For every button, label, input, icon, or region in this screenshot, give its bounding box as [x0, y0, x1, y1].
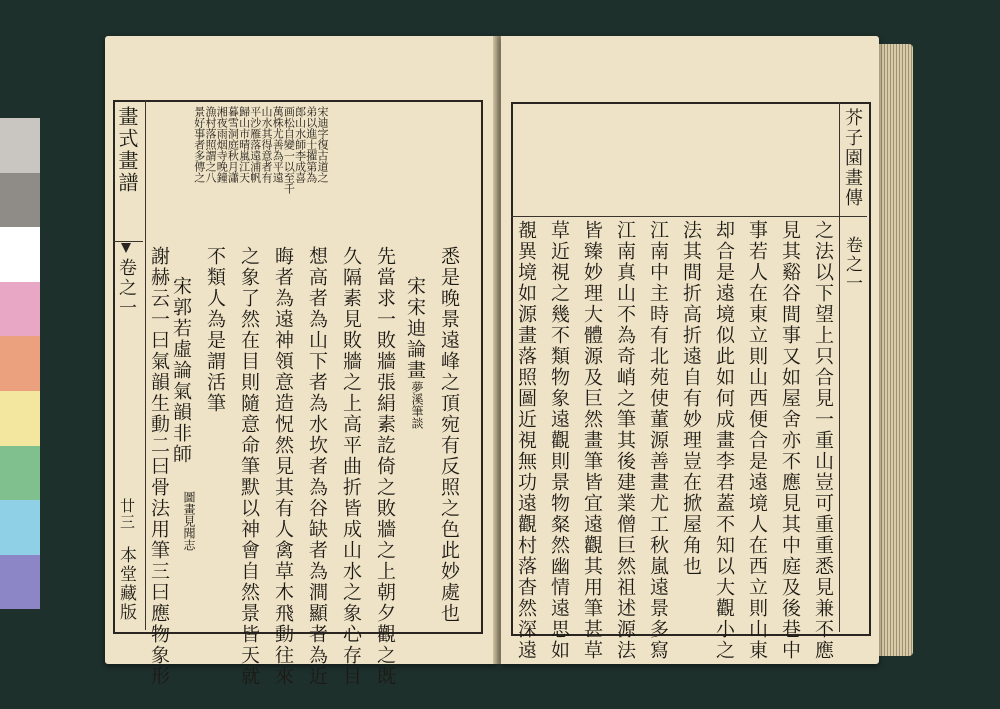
note-column: 弟以進士擢第為 [304, 106, 318, 183]
text-column: 見其谿谷間事又如屋舍亦不應見其中庭及後巷中 [779, 220, 801, 661]
text-column: 法其間折高折遠自有妙理豈在掀屋角也 [680, 220, 702, 577]
text-column: 不類人為是謂活筆 [204, 246, 226, 414]
text-column: 皆臻妙理大體源及巨然畫筆皆宜遠觀其用筆甚草 [581, 220, 603, 661]
note-column: 平沙雁落遠浦帆 [248, 106, 262, 183]
open-book [105, 36, 913, 687]
text-column: 覩異境如源畫落照圖近視無功遠觀村落杳然深遠 [515, 220, 537, 661]
color-swatch [0, 282, 40, 337]
text-column: 江南真山不為奇峭之筆其後建業僧巨然祖述源法 [614, 220, 636, 661]
color-calibration-strip [0, 118, 40, 610]
text-column: 晦者為遠神領意造怳然見其有人禽草木飛動往來 [272, 246, 294, 687]
color-swatch [0, 391, 40, 446]
note-column: 景好事者多傳之 [192, 106, 206, 183]
text-column: 久隔素見敗牆之上高平曲折皆成山水之象心存目 [340, 246, 362, 687]
note-column: 萬株尤善為平遠 [271, 106, 285, 183]
left-header-title: 畫式畫譜 [115, 106, 139, 194]
page-stack-edge [879, 44, 913, 656]
note-column: 画松自變一以至千 [282, 106, 296, 194]
section-heading: 宋宋迪論畫 [404, 276, 426, 381]
text-column: 江南中主時有北苑使董源善畫尤工秋嵐遠景多寫 [647, 220, 669, 661]
note-column: 湘夜雨烟寺晚鐘 [215, 106, 229, 183]
text-column: 謝赫云一曰氣韻生動二曰骨法用筆三曰應物象形 [148, 246, 170, 687]
note-column: 歸山市晴嵐江天 [237, 106, 251, 183]
color-swatch [0, 227, 40, 282]
left-header-volume: 卷之一 [116, 258, 137, 318]
color-swatch [0, 555, 40, 610]
text-column: 之法以下望上只合見一重山豈可重重悉見兼不應 [812, 220, 834, 661]
left-page [105, 36, 497, 687]
color-swatch [0, 446, 40, 501]
source-citation: 夢溪筆談 [410, 381, 424, 429]
text-column: 悉是晚景遠峰之頂宛有反照之色此妙處也 [438, 246, 460, 624]
color-swatch [0, 500, 40, 555]
section-heading: 宋郭若虛論氣韻非師 [170, 276, 192, 465]
right-page [501, 36, 879, 664]
left-folio-number: 廿三 [118, 498, 136, 530]
text-column: 先當求一敗牆張絹素訖倚之敗牆之上朝夕觀之既 [374, 246, 396, 687]
right-header-title: 芥子園畫傳 [842, 108, 863, 208]
color-swatch [0, 118, 40, 173]
note-column: 山水其得意者有 [260, 106, 273, 183]
source-citation: 圖畫見聞志 [182, 491, 196, 551]
note-column: 宋迪字復古道之 [316, 106, 329, 183]
text-column: 想高者為山下者為水坎者為谷缺者為澗顯者為近 [306, 246, 328, 687]
right-header-volume: 卷之一 [842, 236, 862, 293]
text-column: 事若人在東立則山西便合是遠境人在西立則山東 [746, 220, 768, 661]
text-column: 却合是遠境似此如何成畫李君蓋不知以大觀小之 [713, 220, 735, 661]
note-column: 漁村落照謂之八 [204, 106, 217, 183]
left-publisher-mark: 本堂藏版 [116, 546, 136, 622]
text-column: 草近視之幾不類物象遠觀則景物粲然幽情遠思如 [548, 220, 570, 661]
text-column: 之象了然在目則隨意命筆默以神會自然景皆天就 [238, 246, 260, 687]
note-column: 暮雪洞庭秋月瀟 [226, 106, 240, 183]
note-column: 郎山水師李成喜 [293, 106, 307, 183]
color-swatch [0, 336, 40, 391]
color-swatch [0, 173, 40, 228]
